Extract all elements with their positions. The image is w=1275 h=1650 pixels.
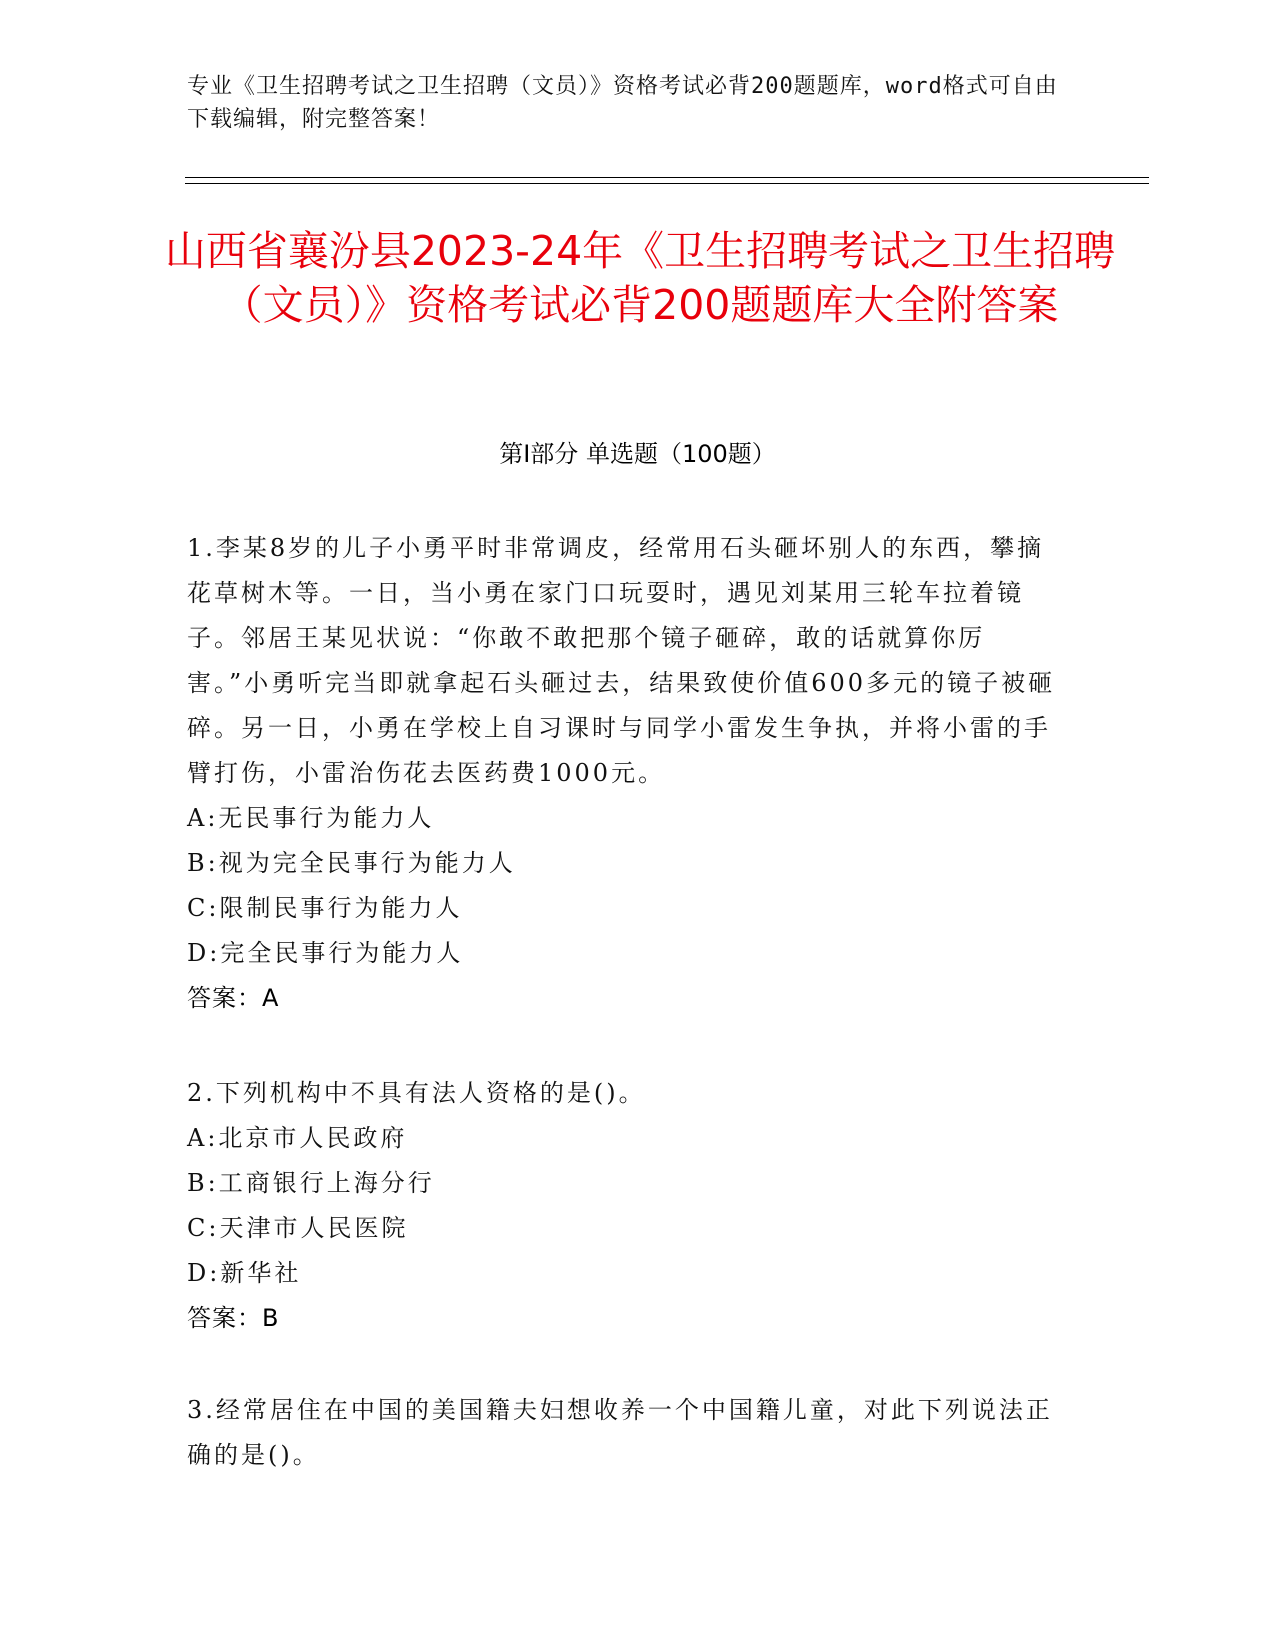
question-2	[187, 1071, 1057, 1341]
question-stem: 3.经常居住在中国的美国籍夫妇想收养一个中国籍儿童，对此下列说法正确的是()。	[187, 1396, 1053, 1469]
option-c: C:限制民事行为能力人	[187, 894, 463, 922]
option-d: D:完全民事行为能力人	[187, 939, 464, 967]
option-a: A:无民事行为能力人	[187, 804, 435, 832]
question-1	[187, 526, 1057, 1021]
option-b: B:视为完全民事行为能力人	[187, 849, 516, 877]
question-stem: 2.下列机构中不具有法人资格的是()。	[187, 1079, 646, 1107]
header-divider-bottom	[185, 183, 1149, 184]
question-stem: 1.李某8岁的儿子小勇平时非常调皮，经常用石头砸坏别人的东西，攀摘花草树木等。一日，当小勇在家门口玩耍时，遇见刘某用三轮车拉着镜子。邻居王某见状说：“你敢不敢把那个镜子砸碎，敢的话就算你厉害。”小勇听完当即就拿起石头砸过去，结果致使价值600多元的镜子被砸碎。另一日，小勇在学校上自习课时与同学小雷发生争执，并将小雷的手臂打伤，小雷治伤花去医药费1000元。	[187, 534, 1056, 787]
header-divider-top	[185, 177, 1149, 178]
option-d: D:新华社	[187, 1259, 302, 1287]
answer-line: 答案：B	[187, 1304, 280, 1332]
option-a: A:北京市人民政府	[187, 1124, 408, 1152]
main-title: 山西省襄汾县2023-24年《卫生招聘考试之卫生招聘（文员）》资格考试必背200题题库大全附答案	[164, 227, 1116, 329]
option-b: B:工商银行上海分行	[187, 1169, 435, 1197]
option-c: C:天津市人民医院	[187, 1214, 409, 1242]
section-title: 第Ⅰ部分 单选题（100题）	[499, 440, 776, 468]
header-note: 专业《卫生招聘考试之卫生招聘（文员）》资格考试必背200题题库，word格式可自由下载编辑，附完整答案！	[187, 74, 1058, 132]
question-3	[187, 1388, 1057, 1478]
answer-line: 答案：A	[187, 984, 280, 1012]
